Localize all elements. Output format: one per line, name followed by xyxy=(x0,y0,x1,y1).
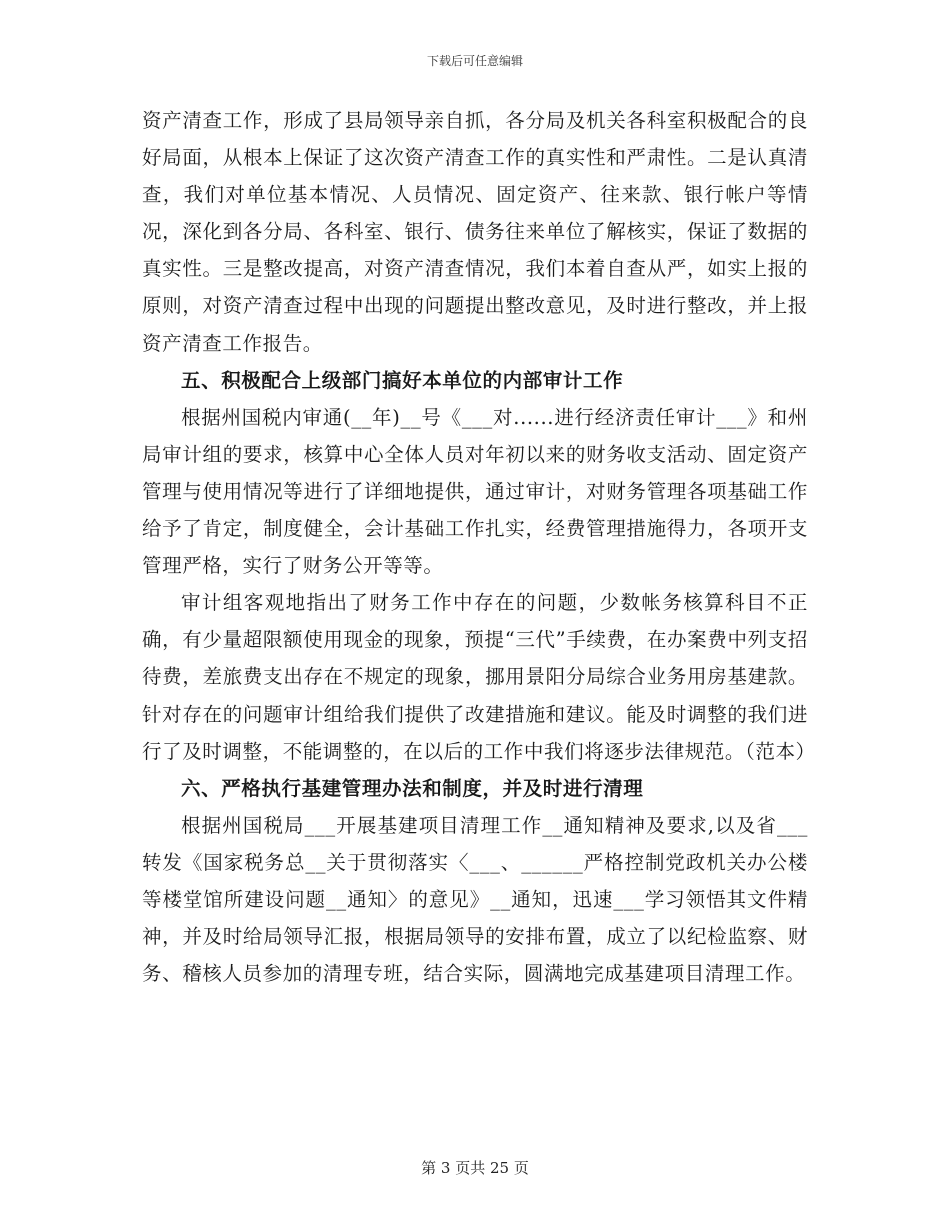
paragraph-6a: 根据州国税局___开展基建项目清理工作__通知精神及要求,以及省___转发《国家税务总__关于贯彻落实〈___、______严格控制党政机关办公楼等楼堂馆所建设问题__通知〉的意见》__通知，迅速___学习领悟其文件精神，并及时给局领导汇报，根据局领导的安排布置，成立了以纪检监察、财务、稽核人员参加的清理专班，结合实际，圆满地完成基建项目清理工作。 xyxy=(142,813,808,986)
page-number-footer: 第 3 页共 25 页 xyxy=(421,1159,529,1177)
section-heading-5: 五、积极配合上级部门搞好本单位的内部审计工作 xyxy=(181,368,624,392)
section-heading-6: 六、严格执行基建管理办法和制度，并及时进行清理 xyxy=(181,776,644,800)
document-body xyxy=(142,102,816,992)
paragraph-5a: 根据州国税内审通(__年)__号《___对......进行经济责任审计___》和州局审计组的要求，核算中心全体人员对年初以来的财务收支活动、固定资产管理与使用情况等进行了详细地提供，通过审计，对财务管理各项基础工作给予了肯定，制度健全，会计基础工作扎实，经费管理措施得力，各项开支管理严格，实行了财务公开等等。 xyxy=(142,405,808,578)
page-header-note: 下载后可任意编辑 xyxy=(426,54,523,68)
paragraph-continued: 资产清查工作，形成了县局领导亲自抓，各分局及机关各科室积极配合的良好局面，从根本上保证了这次资产清查工作的真实性和严肃性。二是认真清查，我们对单位基本情况、人员情况、固定资产、往来款、银行帐户等情况，深化到各分局、各科室、银行、债务往来单位了解核实，保证了数据的真实性。三是整改提高，对资产清查情况，我们本着自查从严，如实上报的原则，对资产清查过程中出现的问题提出整改意见，及时进行整改，并上报资产清查工作报告。 xyxy=(142,109,808,355)
paragraph-5b: 审计组客观地指出了财务工作中存在的问题，少数帐务核算科目不正确，有少量超限额使用现金的现象，预提“三代”手续费，在办案费中列支招待费，差旅费支出存在不规定的现象，挪用景阳分局综合业务用房基建款。针对存在的问题审计组给我们提供了改建措施和建议。能及时调整的我们进行了及时调整，不能调整的，在以后的工作中我们将逐步法律规范。（范本） xyxy=(142,591,816,763)
